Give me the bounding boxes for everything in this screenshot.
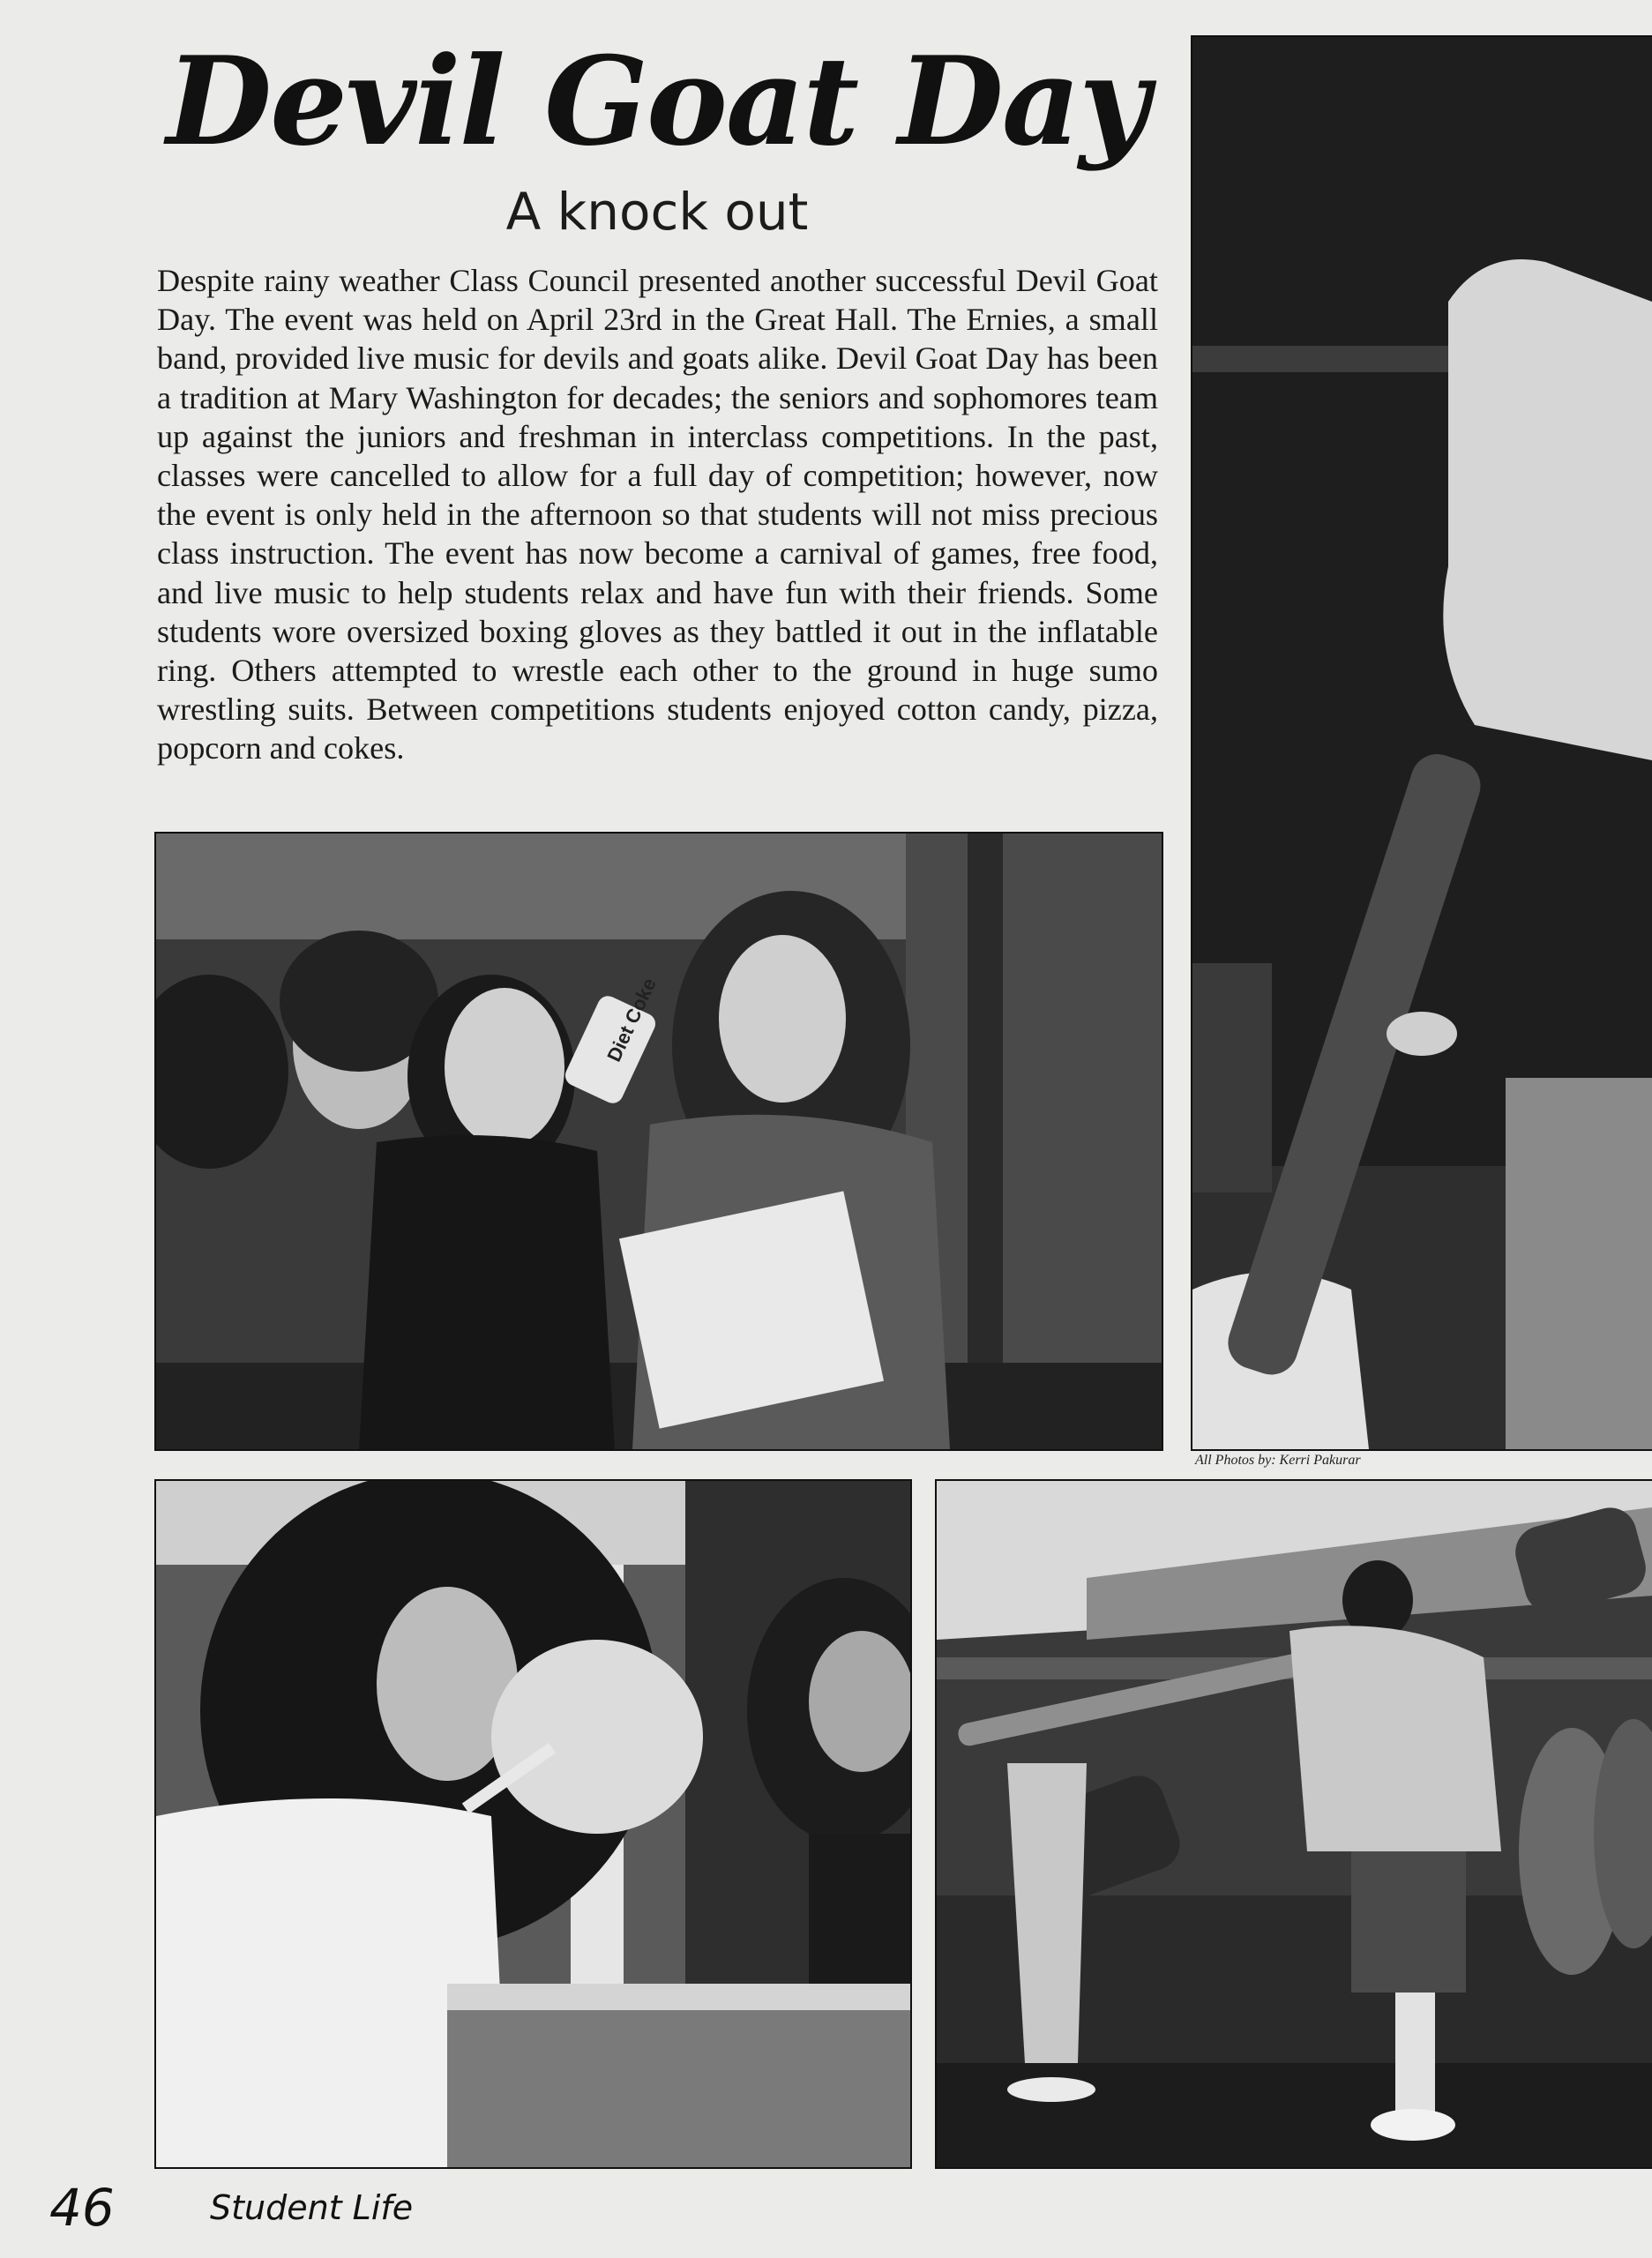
article-body: Despite rainy weather Class Council presented another successful Devil Goat Day. The event was held on April 23rd in the Great Hall. The Ernies, a small band, provided live music for devils and goats alike. Devil Goat Day has been a tradition at Mary Washington for decades; the seniors and sophomores team up against the juniors and freshman in interclass competitions. In the past, classes were cancelled to allow for a full day of competition; however, now the event is only held in the afternoon so that students will not miss precious class instruction. The event has now become a carnival of games, free food, and live music to help students relax and have fun with their friends. Some students wore oversized boxing gloves as they battled it out in the inflatable ring. Others attempted to wrestle each other to the ground in huge sumo wrestling suits. Between competitions students enjoyed cotton candy, pizza, popcorn and cokes. bbox=[157, 263, 1158, 766]
page-title: Devil Goat Day bbox=[166, 29, 1148, 173]
can-label: Diet Coke bbox=[602, 974, 661, 1065]
photo-jousting-pole bbox=[1191, 35, 1652, 1451]
page-number: 46 bbox=[49, 2178, 115, 2238]
section-name: Student Life bbox=[210, 2188, 414, 2227]
photo-students-drinking bbox=[154, 832, 1163, 1451]
photo-credit: All Photos by: Kerri Pakurar bbox=[1195, 1453, 1361, 1468]
photo-jousting-ring bbox=[935, 1479, 1652, 2169]
photo-cotton-candy bbox=[154, 1479, 912, 2169]
page-subtitle: A knock out bbox=[505, 182, 809, 242]
